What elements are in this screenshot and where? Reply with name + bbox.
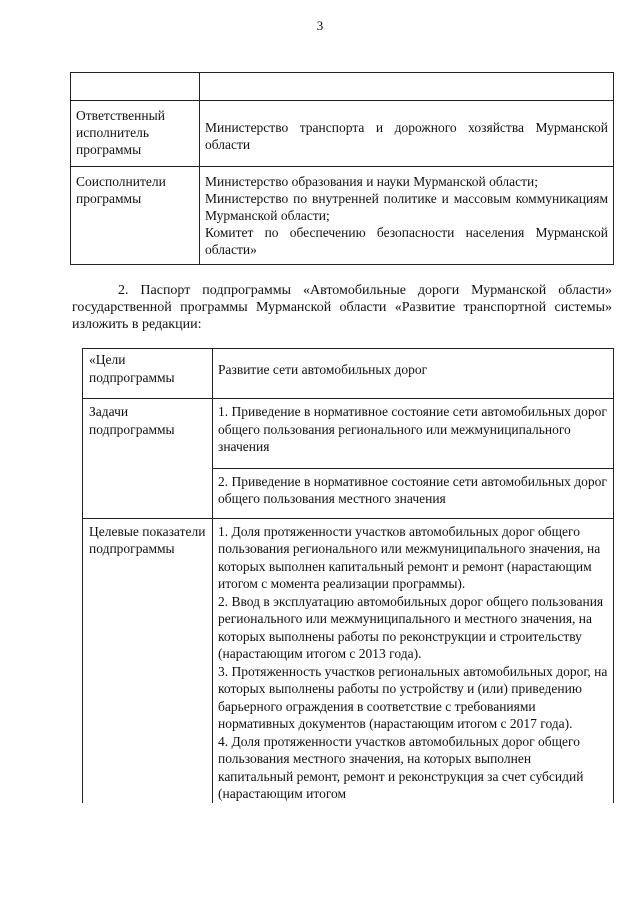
program-passport-table xyxy=(70,72,614,265)
indicators-label: Целевые показатели подпрограммы xyxy=(83,518,213,803)
responsible-executor-value: Министерство транспорта и дорожного хозяйства Мурманской области xyxy=(200,101,614,167)
indicators-value xyxy=(213,518,614,803)
table-cell-label xyxy=(71,73,200,101)
table-row xyxy=(83,518,614,803)
task-item: 1. Приведение в нормативное состояние сети автомобильных дорог общего пользования регионального или межмуниципального значения xyxy=(213,399,614,469)
co-executors-value xyxy=(200,167,614,265)
tasks-label: Задачи подпрограммы xyxy=(83,399,213,519)
task-item: 2. Приведение в нормативное состояние сети автомобильных дорог общего пользования местного значения xyxy=(213,468,614,518)
body-paragraph xyxy=(72,282,612,333)
co-executor-line: Министерство образования и науки Мурманской области; xyxy=(205,174,538,189)
subprogram-passport-table xyxy=(82,348,614,803)
table-row xyxy=(71,73,614,101)
paragraph-text: 2. Паспорт подпрограммы «Автомобильные дороги Мурманской области» государственной программы Мурманской области «Развитие транспортной системы» изложить в редакции: xyxy=(72,283,612,332)
table-row xyxy=(71,101,614,167)
responsible-executor-label: Ответственный исполнитель программы xyxy=(71,101,200,167)
co-executors-label: Соисполнители программы xyxy=(71,167,200,265)
page-number: 3 xyxy=(316,18,324,33)
goals-label: «Цели подпрограммы xyxy=(83,349,213,399)
co-executor-line: Министерство по внутренней политике и массовым коммуникациям Мурманской области; xyxy=(205,191,608,223)
goals-value: Развитие сети автомобильных дорог xyxy=(213,349,614,399)
indicator-item: 4. Доля протяженности участков автомобильных дорог общего пользования местного значения, на которых выполнен капитальный ремонт, ремонт и реконструкция за счет субсидий (нарастающим итогом xyxy=(218,733,584,801)
table-row xyxy=(71,167,614,265)
indicator-item: 2. Ввод в эксплуатацию автомобильных дорог общего пользования регионального или межмуниципального и местного значения, на которых выполнены работы по реконструкции и строительству (нарастающим итогом с 2013 года). xyxy=(218,593,604,661)
co-executor-line: Комитет по обеспечению безопасности населения Мурманской области» xyxy=(205,225,608,257)
table-row xyxy=(83,399,614,469)
table-cell-value xyxy=(200,73,614,101)
indicator-item: 1. Доля протяженности участков автомобильных дорог общего пользования регионального или межмуниципального значения, на которых выполнен капитальный ремонт и ремонт (нарастающим итогом с момента реализации программы). xyxy=(218,523,601,591)
table-row xyxy=(83,349,614,399)
indicator-item: 3. Протяженность участков региональных автомобильных дорог, на которых выполнены работы по устройству и (или) приведению барьерного ограждения в соответствие с требованиями нормативных документов (нарастающим итогом с 2017 года). xyxy=(218,663,608,731)
